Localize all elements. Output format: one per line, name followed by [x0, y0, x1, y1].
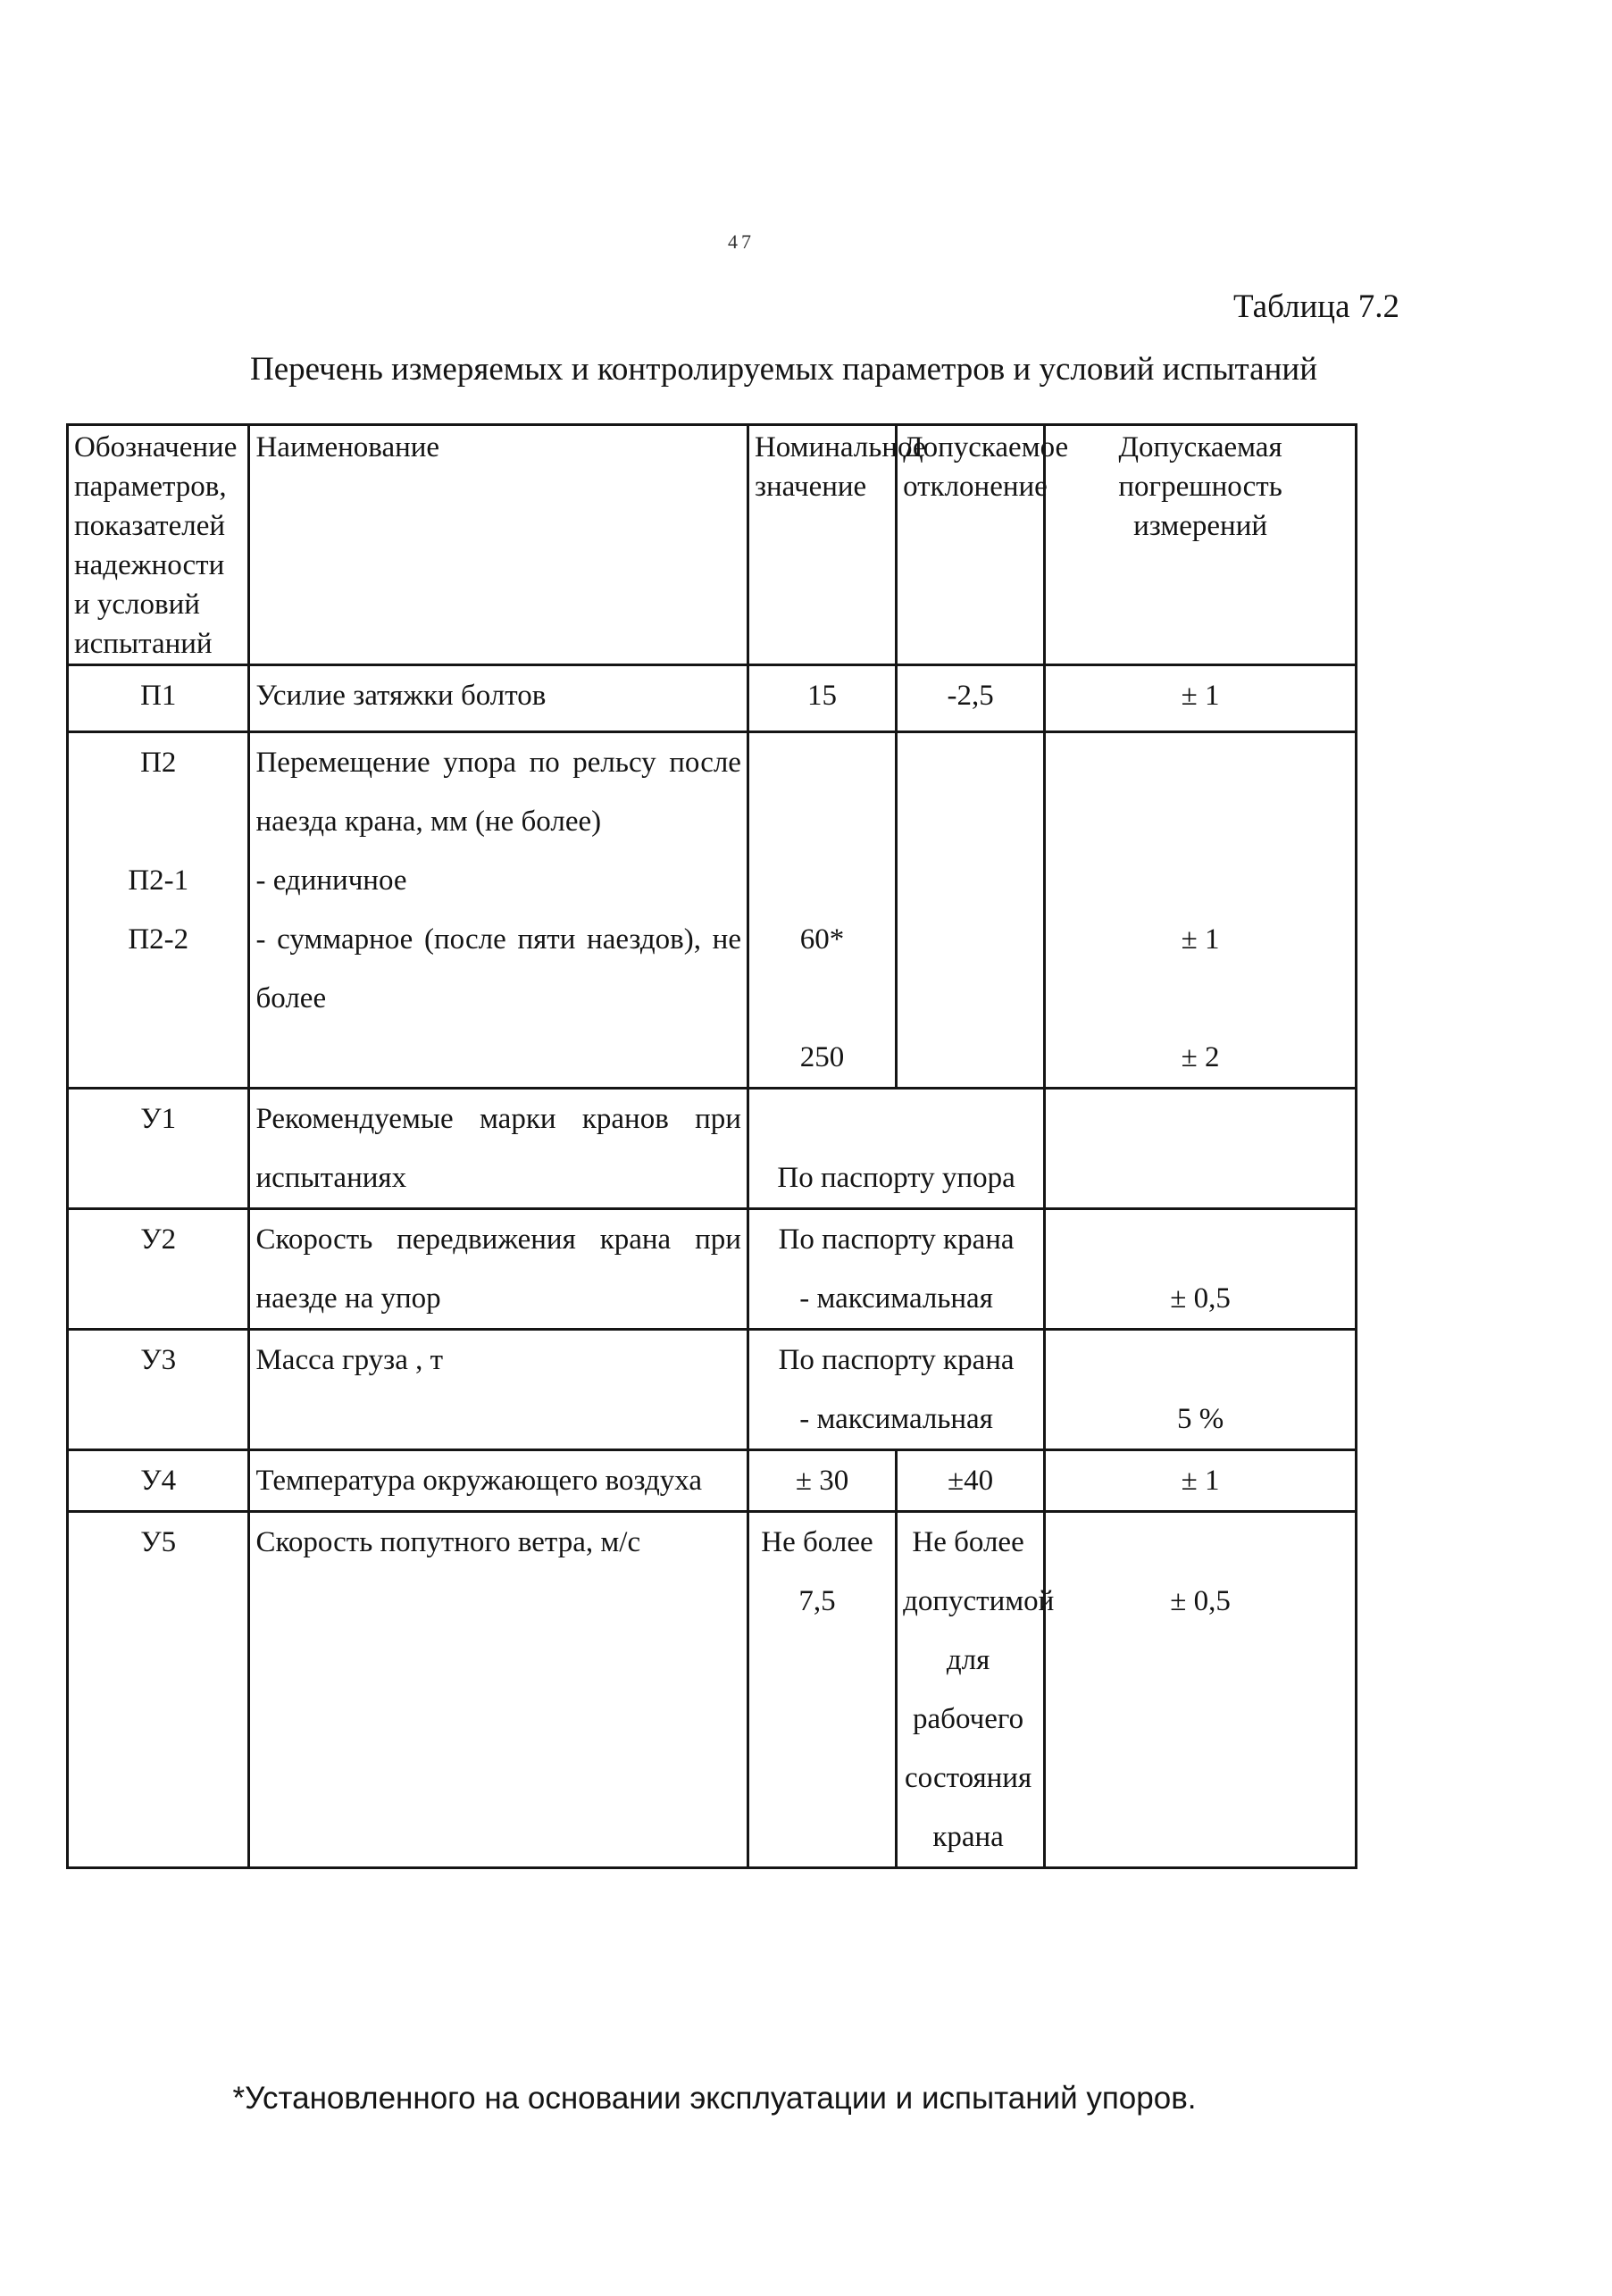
p2-single-label: - единичное — [255, 864, 407, 897]
row-name: Температура окружающего воздуха — [249, 1450, 748, 1512]
row-code: П1 — [68, 665, 249, 732]
row-error: ± 1 — [1045, 1450, 1357, 1512]
table-title: Перечень измеряемых и контролируемых параметров и условий испытаний — [249, 351, 1318, 388]
p2-total-error: ± 2 — [1181, 1041, 1220, 1073]
table-row — [68, 1330, 1357, 1450]
row-error: 5 % — [1045, 1330, 1357, 1450]
row-nominal: ± 30 — [748, 1450, 896, 1512]
row-nominal: 15 — [748, 665, 896, 732]
row-value: По паспорту упора — [748, 1089, 1044, 1209]
row-value: По паспорту крана - максимальная — [748, 1209, 1044, 1330]
code-p2-1: П2-1 — [128, 864, 189, 897]
table-label: Таблица 7.2 — [1233, 288, 1399, 325]
header-deviation: Допускаемое отклонение — [897, 425, 1045, 665]
p2-single-error: ± 1 — [1181, 923, 1220, 956]
p2-single-nominal: 60* — [799, 923, 845, 956]
row-deviation: ±40 — [897, 1450, 1045, 1512]
row-name: Рекомендуемые марки кранов при испытаниях — [249, 1089, 748, 1209]
row-deviation — [897, 732, 1045, 1089]
p2-total-nominal: 250 — [799, 1041, 845, 1073]
table-row — [68, 1089, 1357, 1209]
header-error: Допускаемая погрешность измерений — [1045, 425, 1357, 665]
p2-name: Перемещение упора по рельсу после наезда крана, мм (не более) — [255, 747, 741, 838]
row-code: У4 — [68, 1450, 249, 1512]
footnote: *Установленного на основании эксплуатации и испытаний упоров. — [232, 2081, 1197, 2116]
code-p2: П2 — [140, 747, 177, 779]
page-number: 47 — [728, 230, 755, 253]
table-row — [68, 1209, 1357, 1330]
header-row — [68, 425, 1357, 665]
row-value: По паспорту крана - максимальная — [748, 1330, 1044, 1450]
row-code — [68, 732, 249, 1089]
table-row — [68, 1450, 1357, 1512]
row-name: Масса груза , т — [249, 1330, 748, 1450]
table-row — [68, 1512, 1357, 1868]
row-error — [1045, 1089, 1357, 1209]
row-name: Скорость передвижения крана при наезде на упор — [249, 1209, 748, 1330]
row-code: У1 — [68, 1089, 249, 1209]
row-nominal: Не более 7,5 — [748, 1512, 896, 1868]
row-error: ± 1 — [1045, 665, 1357, 732]
table-row — [68, 732, 1357, 1089]
row-code: У5 — [68, 1512, 249, 1868]
header-designation: Обозначение параметров, показателей надежности и условий испытаний — [68, 425, 249, 665]
row-nominal — [748, 732, 896, 1089]
header-name: Наименование — [249, 425, 748, 665]
row-code: У3 — [68, 1330, 249, 1450]
p2-total-label: - суммарное (после пяти наездов), не более — [255, 923, 741, 1014]
parameters-table — [66, 423, 1357, 1869]
header-nominal: Номинальное значение — [748, 425, 896, 665]
row-name — [249, 732, 748, 1089]
row-error: ± 0,5 — [1045, 1209, 1357, 1330]
row-code: У2 — [68, 1209, 249, 1330]
row-error: ± 0,5 — [1045, 1512, 1357, 1868]
code-p2-2: П2-2 — [128, 923, 189, 956]
row-name: Усилие затяжки болтов — [249, 665, 748, 732]
row-deviation: -2,5 — [897, 665, 1045, 732]
row-error — [1045, 732, 1357, 1089]
row-deviation: Не более допустимой для рабочего состояния крана — [897, 1512, 1045, 1868]
row-name: Скорость попутного ветра, м/с — [249, 1512, 748, 1868]
table-row — [68, 665, 1357, 732]
